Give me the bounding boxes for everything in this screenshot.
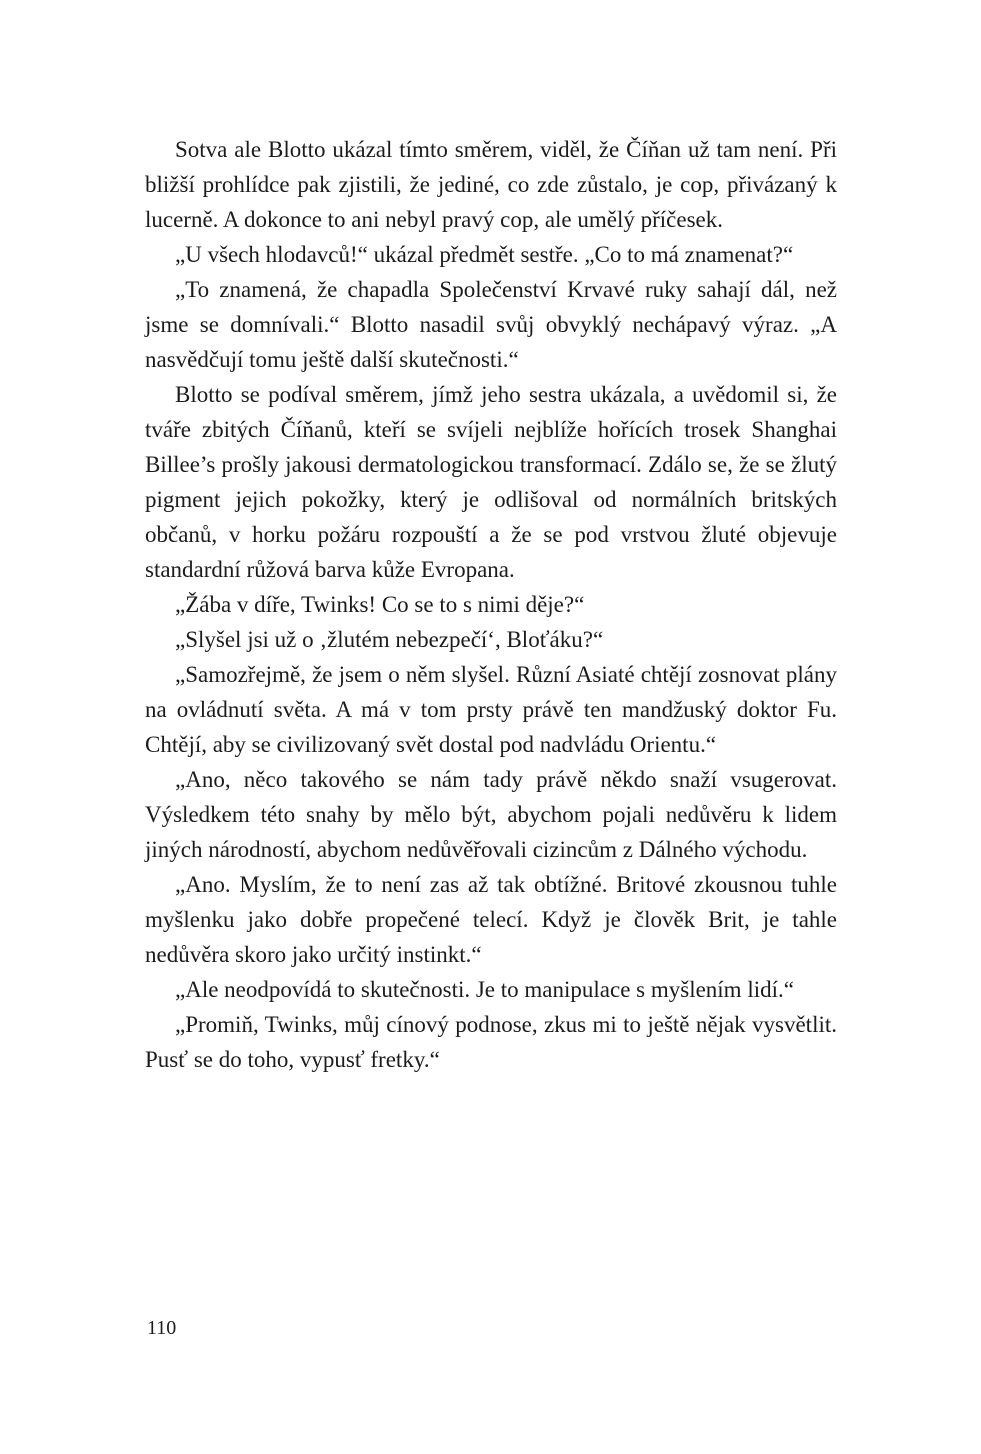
paragraph: „Promiň, Twinks, můj cínový podnose, zkus mi to ještě nějak vysvětlit. Pusť se do toho, vypusť fretky.“ <box>145 1012 837 1072</box>
paragraph: „U všech hlodavců!“ ukázal předmět sestře. „Co to má znamenat?“ <box>175 242 794 267</box>
paragraph: „Samozřejmě, že jsem o něm slyšel. Různí Asiaté chtějí zosnovat plány na ovládnutí světa. A má v tom prsty právě ten mandžuský doktor Fu. Chtějí, aby se civilizovaný svět dostal pod nadvládu Orientu.“ <box>145 662 837 757</box>
paragraph: Sotva ale Blotto ukázal tímto směrem, viděl, že Číňan už tam není. Při bližší prohlídce pak zjistili, že jediné, co zde zůstalo, je cop, přivázaný k lucerně. A dokonce to ani nebyl pravý cop, ale umělý příčesek. <box>145 137 837 232</box>
page-text <box>145 132 837 1077</box>
paragraph: „Žába v díře, Twinks! Co se to s nimi děje?“ <box>175 592 585 617</box>
paragraph: „Ano. Myslím, že to není zas až tak obtížné. Britové zkousnou tuhle myšlenku jako dobře propečené telecí. Když je člověk Brit, je tahle nedůvěra skoro jako určitý instinkt.“ <box>145 872 837 967</box>
paragraph: „Slyšel jsi už o ‚žlutém nebezpečí‘, Bloťáku?“ <box>175 627 604 652</box>
paragraph: „To znamená, že chapadla Společenství Krvavé ruky sahají dál, než jsme se domnívali.“ Blotto nasadil svůj obvyklý nechápavý výraz. „A nasvědčují tomu ještě další skutečnosti.“ <box>145 277 837 372</box>
paragraph: „Ale neodpovídá to skutečnosti. Je to manipulace s myšlením lidí.“ <box>175 977 794 1002</box>
paragraph: „Ano, něco takového se nám tady právě někdo snaží vsugerovat. Výsledkem této snahy by mělo být, abychom pojali nedůvěru k lidem jiných národností, abychom nedůvěřovali cizincům z Dálného východu. <box>145 767 837 862</box>
paragraph: Blotto se podíval směrem, jímž jeho sestra ukázala, a uvědomil si, že tváře zbitých Číňanů, kteří se svíjeli nejblíže hořících trosek Shanghai Billee’s prošly jakousi dermatologickou transformací. Zdálo se, že se žlutý pigment jejich pokožky, který je odlišoval od normálních britských občanů, v horku požáru rozpouští a že se pod vrstvou žluté objevuje standardní růžová barva kůže Evropana. <box>145 382 837 582</box>
page-number: 110 <box>147 1317 177 1339</box>
